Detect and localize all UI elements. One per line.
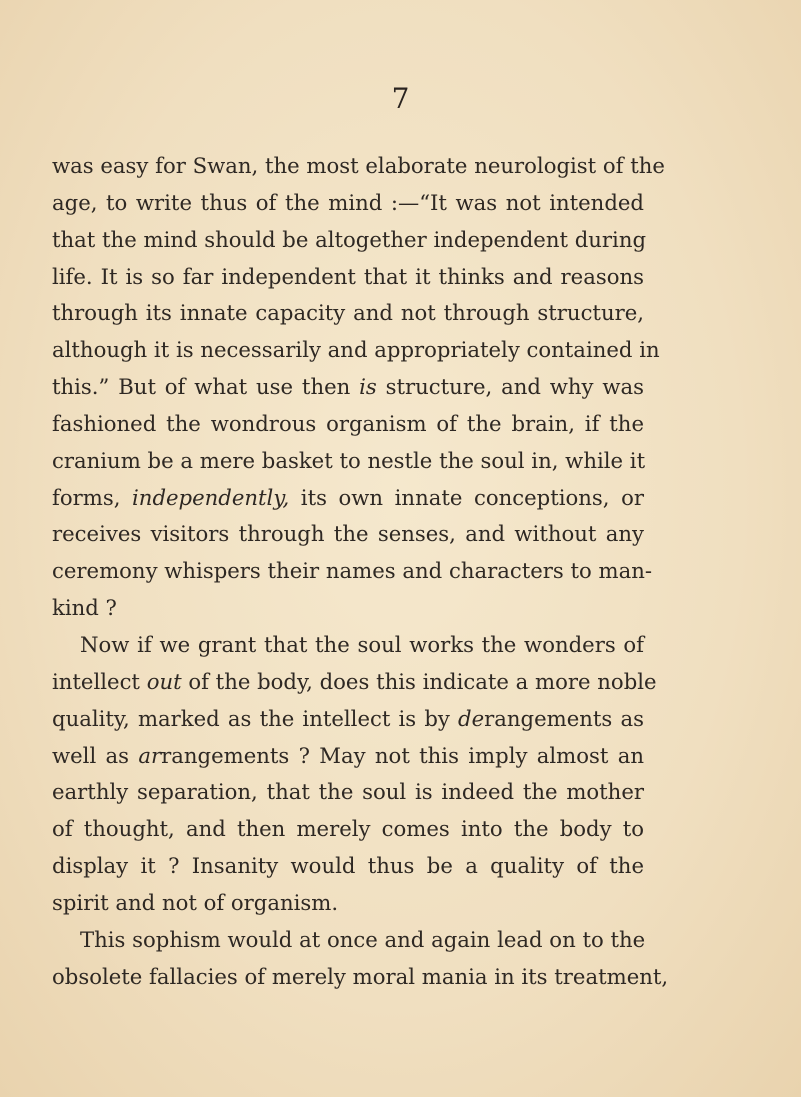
italic-text: de <box>458 705 485 731</box>
italic-text: ar <box>138 742 162 768</box>
text-segment: kind ? <box>52 595 117 621</box>
text-segment: that the mind should be altogether independent during <box>52 226 647 252</box>
text-line <box>52 738 644 775</box>
text-segment: through its innate capacity and not through structure, <box>52 300 644 326</box>
text-segment: quality, marked as the intellect is by <box>52 705 459 731</box>
text-line <box>52 516 644 553</box>
text-line <box>52 259 644 296</box>
italic-text: out <box>146 668 182 694</box>
text-segment: obsolete fallacies of merely moral mania in its treatment, <box>52 963 669 989</box>
text-segment: well as <box>52 742 139 768</box>
italic-text: is <box>359 374 377 400</box>
text-line <box>52 185 644 222</box>
text-segment: this.” But of what use then <box>52 374 360 400</box>
text-segment: structure, and why was <box>376 374 644 400</box>
text-line <box>52 148 665 185</box>
text-segment: of the body, does this indicate a more noble <box>181 668 657 694</box>
text-line <box>52 701 644 738</box>
text-segment: Now if we grant that the soul works the wonders of <box>80 631 644 657</box>
text-line <box>52 922 644 959</box>
text-line <box>52 811 644 848</box>
text-line <box>52 774 644 811</box>
text-line <box>52 406 644 443</box>
text-segment: fashioned the wondrous organism of the brain, if the <box>52 410 644 436</box>
italic-text: independently, <box>132 484 290 510</box>
text-line <box>52 590 644 627</box>
text-line <box>52 664 657 701</box>
text-segment: ceremony whispers their names and characters to man- <box>52 558 653 584</box>
text-segment: rangements ? May not this imply almost an <box>161 742 645 768</box>
page-number: 7 <box>391 82 410 115</box>
text-line <box>52 959 669 996</box>
text-segment: earthly separation, that the soul is indeed the mother <box>52 779 644 805</box>
text-segment: life. It is so far independent that it thinks and reasons <box>52 263 644 289</box>
text-segment: forms, <box>52 484 133 510</box>
text-line <box>52 848 644 885</box>
body-text <box>52 148 669 995</box>
text-line <box>52 295 644 332</box>
text-segment: of thought, and then merely comes into the body to <box>52 816 644 842</box>
text-segment: This sophism would at once and again lead on to the <box>80 926 646 952</box>
text-segment: age, to write thus of the mind :—“It was not intended <box>52 189 644 215</box>
text-line <box>52 332 660 369</box>
text-segment: cranium be a mere basket to nestle the soul in, while it <box>52 447 646 473</box>
text-segment: spirit and not of organism. <box>52 889 339 915</box>
text-segment: rangements as <box>484 705 644 731</box>
text-segment: display it ? Insanity would thus be a quality of the <box>52 853 644 879</box>
text-line <box>52 627 644 664</box>
text-line <box>52 369 644 406</box>
text-segment: its own innate conceptions, or <box>289 484 644 510</box>
text-line <box>52 553 653 590</box>
text-line <box>52 222 647 259</box>
text-segment: intellect <box>52 668 147 694</box>
text-segment: receives visitors through the senses, and without any <box>52 521 644 547</box>
text-line <box>52 480 644 517</box>
text-segment: although it is necessarily and appropriately contained in <box>52 337 660 363</box>
text-line <box>52 885 644 922</box>
text-segment: was easy for Swan, the most elaborate neurologist of the <box>52 153 665 178</box>
text-line <box>52 443 644 480</box>
